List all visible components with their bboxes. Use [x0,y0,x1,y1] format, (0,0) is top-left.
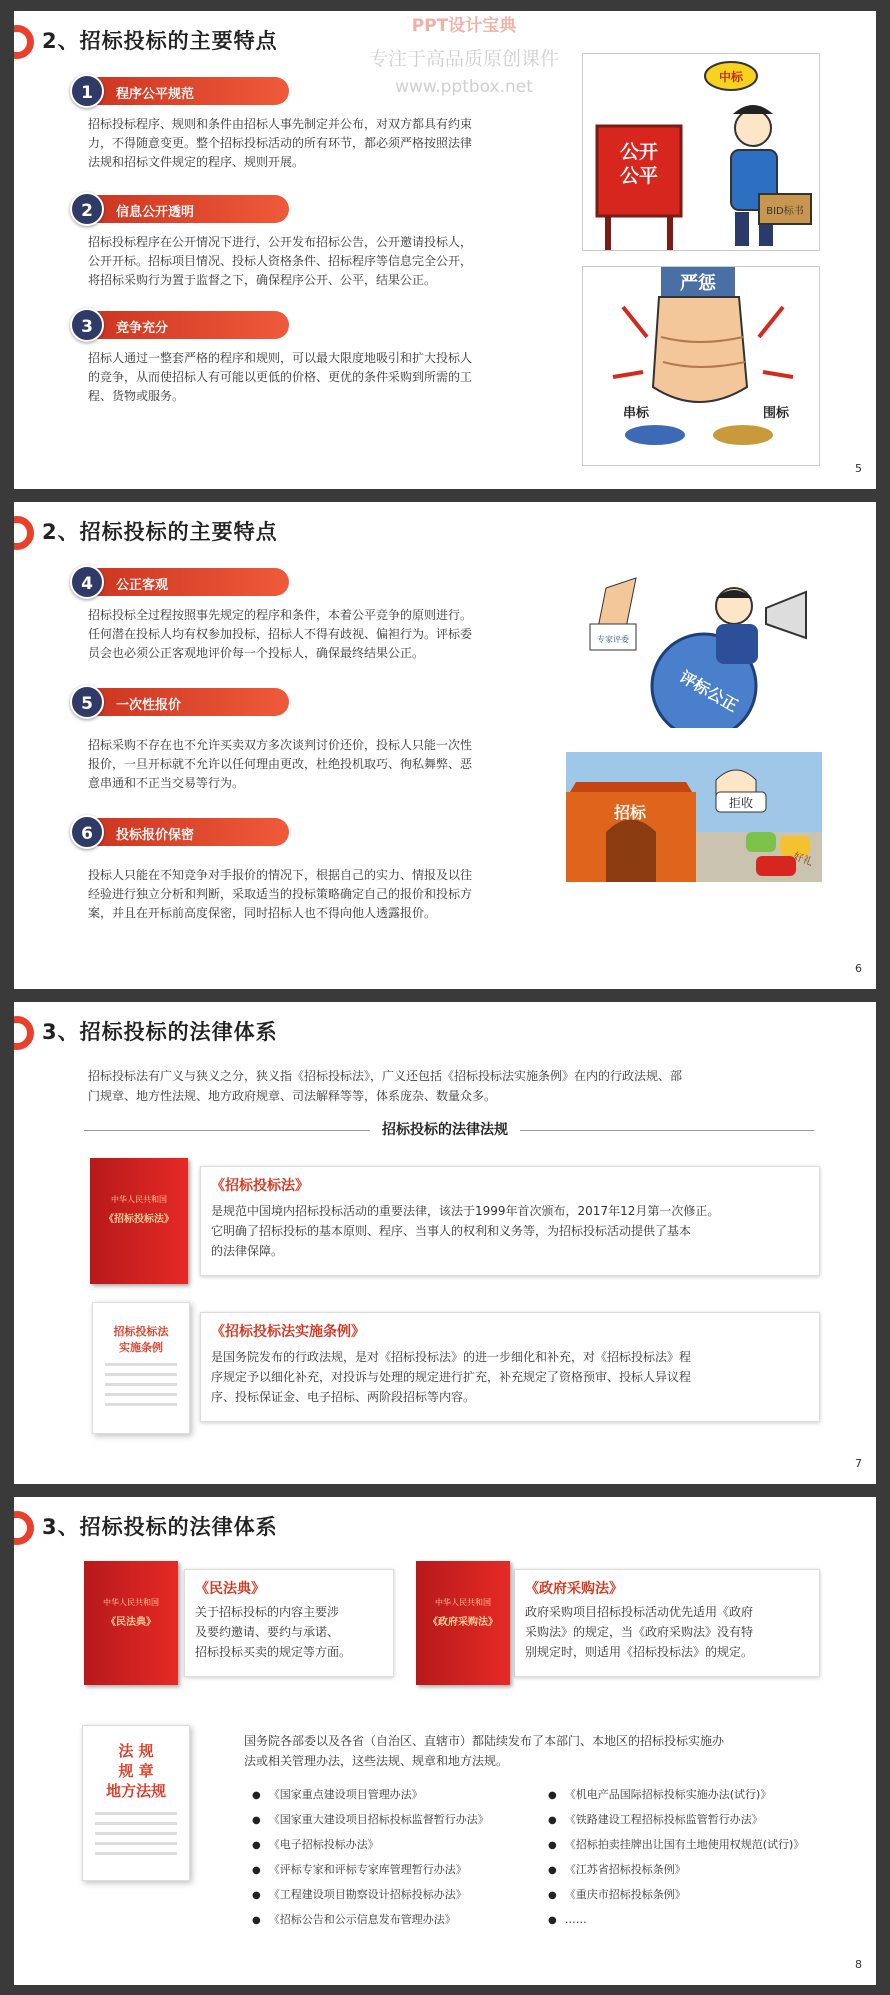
gift-label: 好礼 [791,851,815,869]
crackdown-illustration [582,266,820,466]
text-line: 关于招标投标的内容主要涉 [195,1605,340,1619]
feature-pill-2 [74,195,289,223]
text-line: 力，不得随意变更。整个招标投标活动的所有环节，都必须严格按照法律 [88,136,473,150]
list-item: ● 《江苏省招标投标条例》 [548,1858,804,1883]
book-subtitle: 中华人民共和国 [435,1598,491,1607]
text-line: 它明确了招标投标的基本原则、程序、当事人的权利和义务等，为招标投标活动提供了基本 [211,1224,692,1238]
fist-label: 严惩 [680,273,716,294]
text-line: 程、货物或服务。 [88,389,185,403]
list-item: ● 《铁路建设工程招标投标监管暂行办法》 [548,1808,804,1833]
book-subtitle: 中华人民共和国 [103,1598,159,1607]
feature-text-3 [88,349,568,406]
law-body [211,1201,811,1261]
law-card-bidding-law [200,1166,820,1276]
feature-label: 投标报价保密 [116,828,195,843]
slide-8 [14,1497,876,1985]
list-item: ● 《电子招标投标办法》 [252,1833,489,1858]
text-line: 招标投标全过程按照事先规定的程序和条件，本着公平竞争的原则进行。 [88,608,473,622]
law-title: 《招标投标法》 [211,1178,309,1194]
book-title: 《政府采购法》 [428,1617,498,1628]
title-ring-icon [14,1016,34,1050]
feature-number: 2 [70,192,104,226]
text-line: 别规定时，则适用《招标投标法》的规定。 [525,1645,754,1659]
watermark-brand: PPT设计宝典 [411,16,517,36]
law-body [525,1602,815,1662]
feature-number: 3 [70,308,104,342]
feature-label: 竞争充分 [116,321,169,336]
collusion-label: 串标 [623,406,650,421]
feature-pill-4 [74,568,289,596]
law-card-civil-code [184,1569,394,1677]
text-line: 意串通和不正当交易等行为。 [88,776,245,790]
text-line: 法或相关管理办法，这些法规、规章和地方法规。 [244,1754,509,1768]
rigging-label: 围标 [763,406,790,421]
text-line: 门规章、地方性法规、地方政府规章、司法解释等等，体系庞杂、数量众多。 [88,1089,497,1103]
text-line: 将招标采购行为置于监督之下，确保程序公开、公平，结果公正。 [88,273,437,287]
feature-label: 程序公平规范 [116,87,195,102]
paper-title: 规 章 [118,1762,154,1780]
watermark [314,11,614,97]
feature-text-4 [88,606,568,663]
list-item: ● 《招标公告和公示信息发布管理办法》 [252,1908,489,1933]
win-tag: 中标 [718,70,744,84]
page-number: 6 [855,962,862,975]
section-heading-text: 招标投标的法律法规 [370,1122,520,1138]
slide-title: 2、招标投标的主要特点 [42,29,278,53]
fair-bidding-illustration [582,53,820,251]
list-item: ● 《国家重点建设项目管理办法》 [252,1783,489,1808]
slide-7 [14,1002,876,1484]
text-line: 招标投标法有广义与狭义之分，狭义指《招标投标法》，广义还包括《招标投标法实施条例》在内的行政法规、部 [88,1069,683,1083]
feature-text-1 [88,115,568,172]
feature-number: 1 [70,74,104,108]
text-line: 序、投标保证金、电子招标、两阶段招标等内容。 [211,1390,476,1404]
text-line: 公开开标。招标项目情况、投标人资格条件、招标程序等信息完全公开， [88,254,473,268]
text-line: 政府采购项目招标投标活动优先适用《政府 [525,1605,754,1619]
case-text: BID标书 [766,206,804,217]
sign-text: 公开 [619,141,659,163]
text-line: 报价，一旦开标就不允许以任何理由更改，杜绝投机取巧、徇私舞弊、恶 [88,757,473,771]
text-line: 是国务院发布的行政法规，是对《招标投标法》的进一步细化和补充，对《招标投标法》程 [211,1350,692,1364]
slide-5 [14,11,876,489]
list-item: ● …… [548,1908,804,1933]
text-line: 招标投标买卖的规定等方面。 [195,1645,352,1659]
title-ring-icon [14,25,34,59]
slide-title: 3、招标投标的法律体系 [42,1020,278,1044]
paper-title: 实施条例 [119,1341,163,1354]
title-ring-icon [14,516,34,550]
slide-title: 2、招标投标的主要特点 [42,520,278,544]
fair-evaluation-cartoon [566,568,822,728]
watermark-slogan: 专注于高品质原创课件 [368,48,559,70]
law-body [211,1347,811,1407]
page-number: 5 [855,462,862,475]
slide-title: 3、招标投标的法律体系 [42,1515,278,1539]
list-item: ● 《国家重大建设项目招标投标监督暂行办法》 [252,1808,489,1833]
text-line: 及要约邀请、要约与承诺、 [195,1625,340,1639]
text-line: 采购法》的规定，当《政府采购法》没有特 [525,1625,754,1639]
intro-text [88,1066,828,1106]
feature-pill-3 [74,311,289,339]
feature-text-2 [88,233,568,290]
law-card-regulations [200,1312,820,1422]
reject-bribe-cartoon [566,752,822,882]
text-line: 投标人只能在不知竞争对手报价的情况下，根据自己的实力、情报及以往 [88,868,473,882]
procurement-book-icon [416,1561,510,1685]
book-title: 《招标投标法》 [104,1214,174,1225]
feature-number: 5 [70,685,104,719]
law-title: 《政府采购法》 [525,1581,623,1597]
regulation-list-right [548,1783,804,1933]
law-title: 《民法典》 [195,1581,265,1597]
text-line: 员会也必须公正客观地评价每一个投标人，确保最终结果公正。 [88,646,425,660]
intro-text [244,1731,824,1771]
text-line: 招标投标程序在公开情况下进行，公开发布招标公告，公开邀请投标人， [88,235,473,249]
text-line: 招标投标程序、规则和条件由招标人事先制定并公布，对双方都具有约束 [88,117,473,131]
text-line: 国务院各部委以及各省（自治区、直辖市）都陆续发布了本部门、本地区的招标投标实施办 [244,1734,725,1748]
list-item: ● 《工程建设项目勘察设计招标投标办法》 [252,1883,489,1908]
gate-label: 招标 [613,803,647,822]
section-heading [14,1119,876,1139]
text-line: 招标采购不存在也不允许买卖双方多次谈判讨价还价，投标人只能一次性 [88,738,473,752]
list-item: ● 《招标拍卖挂牌出让国有土地使用权规范(试行)》 [548,1833,804,1858]
expert-card: 专家评委 [597,635,629,644]
reject-label: 拒收 [728,796,754,810]
text-line: 案，并且在开标前高度保密，同时招标人也不得向他人透露报价。 [88,906,437,920]
watermark-url: www.pptbox.net [395,77,533,97]
svg-text:公平: 公平 [619,165,659,187]
text-line: 的法律保障。 [211,1244,284,1258]
text-line: 招标人通过一整套严格的程序和规则，可以最大限度地吸引和扩大投标人 [88,351,473,365]
page-number: 7 [855,1457,862,1470]
law-body [195,1602,391,1662]
book-title: 《民法典》 [106,1617,156,1628]
book-subtitle: 中华人民共和国 [111,1195,167,1204]
law-card-procurement [514,1569,820,1677]
text-line: 序规定予以细化补充，对投诉与处理的规定进行扩充，补充规定了资格预审、投标人异议程 [211,1370,692,1384]
text-line: 任何潜在投标人均有权参加投标，招标人不得有歧视、偏袒行为。评标委 [88,627,473,641]
paper-title: 法 规 [118,1742,154,1760]
feature-number: 4 [70,565,104,599]
regulation-document-icon [92,1302,190,1434]
text-line: 是规范中国境内招标投标活动的重要法律，该法于1999年首次颁布，2017年12月第一次修正。 [211,1204,720,1218]
feature-pill-6 [74,818,289,846]
feature-label: 信息公开透明 [116,205,195,220]
text-line: 法规和招标文件规定的程序、规则开展。 [88,155,305,169]
law-book-icon [90,1158,188,1284]
feature-pill-5 [74,688,289,716]
list-item: ● 《重庆市招标投标条例》 [548,1883,804,1908]
paper-title: 地方法规 [105,1782,166,1800]
feature-label: 公正客观 [116,578,169,593]
crackdown-cartoon [583,267,820,466]
feature-number: 6 [70,815,104,849]
reject-bribe-illustration [566,752,822,882]
feature-text-6 [88,866,568,923]
feature-pill-1 [74,77,289,105]
page-number: 8 [855,1958,862,1971]
regulations-document-icon [82,1725,190,1881]
fair-evaluation-illustration [566,568,822,728]
text-line: 的竞争，从而使招标人有可能以更低的价格、更优的条件采购到所需的工 [88,370,473,384]
civil-code-book-icon [84,1561,178,1685]
list-item: ● 《评标专家和评标专家库管理暂行办法》 [252,1858,489,1883]
title-ring-icon [14,1511,34,1545]
law-title: 《招标投标法实施条例》 [211,1324,365,1340]
feature-label: 一次性报价 [116,698,182,713]
slide-6 [14,502,876,989]
fair-bidding-cartoon [583,54,820,251]
feature-text-5 [88,736,568,793]
ball-text: 评标公正 [676,667,742,716]
text-line: 经验进行独立分析和判断，采取适当的投标策略确定自己的报价和投标方 [88,887,473,901]
regulation-list-left [252,1783,489,1933]
paper-title: 招标投标法 [113,1325,169,1338]
list-item: ● 《机电产品国际招标投标实施办法(试行)》 [548,1783,804,1808]
